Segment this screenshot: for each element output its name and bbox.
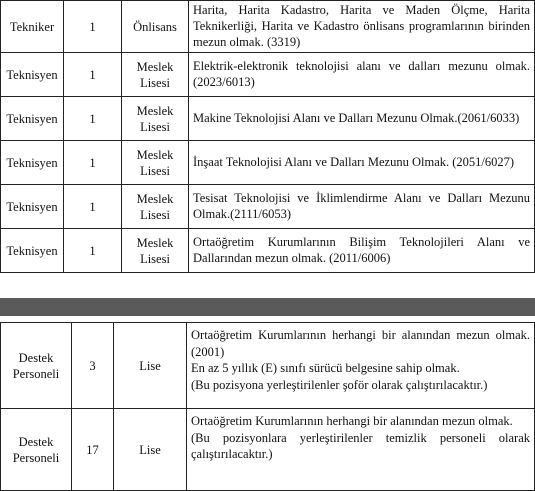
education-level: Meslek Lisesi: [122, 141, 189, 185]
positions-table-support: [0, 322, 535, 491]
table-row: [1, 185, 535, 229]
position-title: Teknisyen: [1, 229, 64, 273]
requirement-line: (Bu pozisyona yerleştirilenler şoför olarak çalıştırılacaktır.): [191, 377, 488, 392]
table-row: [1, 409, 535, 491]
table-row: [1, 1, 535, 53]
position-count: 1: [64, 53, 122, 97]
position-title: Teknisyen: [1, 185, 64, 229]
education-level: Meslek Lisesi: [122, 53, 189, 97]
requirement-line: En az 5 yıllık (E) sınıfı sürücü belgesine sahip olmak.: [191, 361, 460, 375]
position-title: Teknisyen: [1, 53, 64, 97]
table-row: [1, 323, 535, 409]
position-count: 1: [64, 97, 122, 141]
requirement-line: (Bu pozisyonlara yerleştirilenler temizlik personeli olarak çalıştırılacaktır.): [191, 430, 530, 461]
position-count: 1: [64, 141, 122, 185]
position-title: Destek Personeli: [1, 409, 72, 491]
table-row: [1, 97, 535, 141]
position-count: 1: [64, 185, 122, 229]
position-count: 1: [64, 229, 122, 273]
requirement-text: Ortaöğretim Kurumlarının Bilişim Teknolojileri Alanı ve Dallarından mezun olmak. (2011/6006): [189, 229, 535, 273]
table-row: [1, 229, 535, 273]
requirement-text: [187, 409, 535, 491]
requirement-text: Tesisat Teknolojisi ve İklimlendirme Alanı ve Dalları Mezunu Olmak.(2111/6053): [189, 185, 535, 229]
position-title: Teknisyen: [1, 97, 64, 141]
education-level: Lise: [114, 323, 187, 409]
education-level: Meslek Lisesi: [122, 229, 189, 273]
position-title: Tekniker: [1, 1, 64, 53]
page-separator: [0, 298, 535, 316]
requirement-text: [187, 323, 535, 409]
requirement-text: İnşaat Teknolojisi Alanı ve Dalları Mezunu Olmak. (2051/6027): [189, 141, 535, 185]
position-count: 3: [72, 323, 114, 409]
requirement-line: Ortaöğretim Kurumlarının herhangi bir alanından mezun olmak. (2001): [191, 328, 530, 359]
position-title: Destek Personeli: [1, 323, 72, 409]
requirement-text: Elektrik-elektronik teknolojisi alanı ve dalları mezunu olmak. (2023/6013): [189, 53, 535, 97]
requirement-text: Harita, Harita Kadastro, Harita ve Maden Ölçme, Harita Teknikerliği, Harita ve Kadastro önlisans programlarının birinden mezun olmak. (3319): [189, 1, 535, 53]
position-title: Teknisyen: [1, 141, 64, 185]
education-level: Meslek Lisesi: [122, 97, 189, 141]
requirement-line: Ortaöğretim Kurumlarının herhangi bir alanından mezun olmak.: [191, 414, 513, 428]
education-level: Meslek Lisesi: [122, 185, 189, 229]
position-count: 1: [64, 1, 122, 53]
education-level: Lise: [114, 409, 187, 491]
position-count: 17: [72, 409, 114, 491]
requirement-text: Makine Teknolojisi Alanı ve Dalları Mezunu Olmak.(2061/6033): [189, 97, 535, 141]
table-row: [1, 141, 535, 185]
table-row: [1, 53, 535, 97]
education-level: Önlisans: [122, 1, 189, 53]
